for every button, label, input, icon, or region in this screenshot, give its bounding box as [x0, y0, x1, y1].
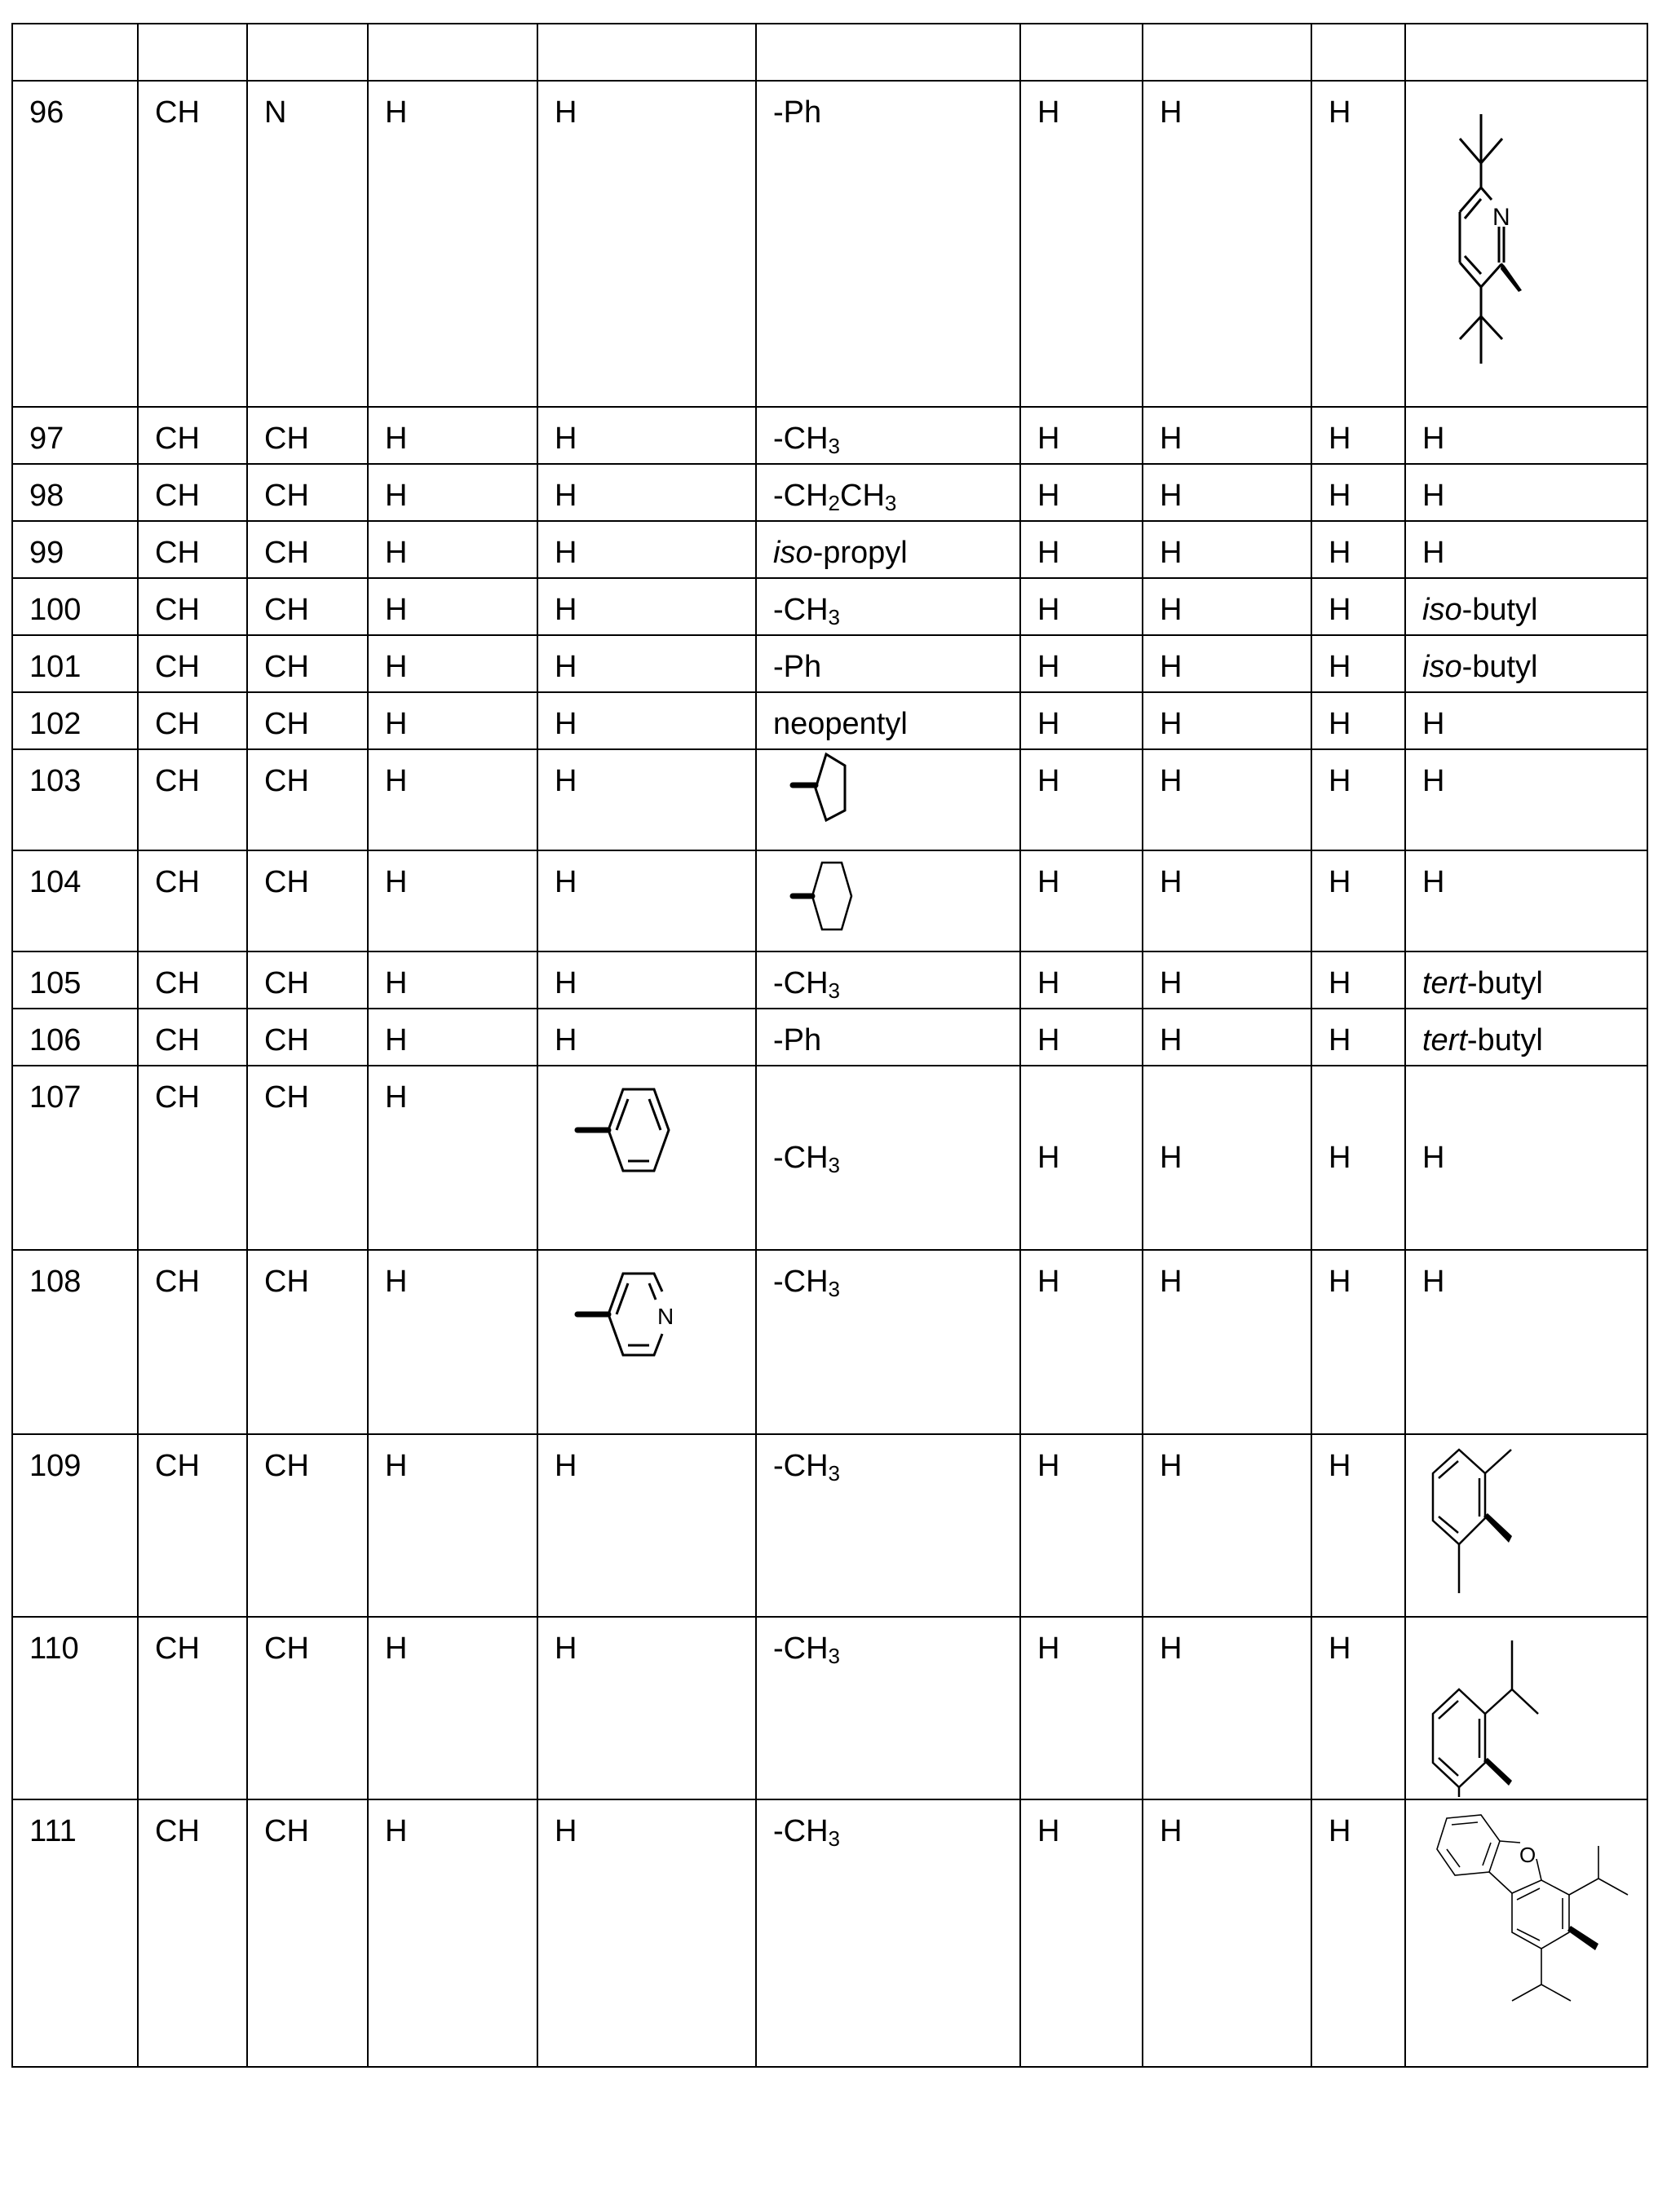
compound-number: 96 — [12, 81, 138, 407]
cell: H — [1020, 692, 1143, 749]
cell: H — [368, 692, 537, 749]
cell: H — [1311, 1617, 1405, 1799]
cell: H — [1311, 521, 1405, 578]
compound-number: 110 — [12, 1617, 138, 1799]
structure-cell — [537, 1066, 756, 1250]
cell-methyl — [756, 1617, 1020, 1799]
cell: H — [1143, 464, 1311, 521]
subscript: 3 — [828, 1461, 841, 1486]
italic-prefix: iso — [1422, 650, 1462, 684]
cell: CH — [247, 1434, 368, 1617]
subscript: 3 — [828, 978, 841, 1003]
name-suffix: -butyl — [1461, 593, 1538, 627]
cell: H — [1143, 81, 1311, 407]
subscript: 3 — [828, 1277, 841, 1301]
cell: H — [537, 951, 756, 1009]
cell-methyl — [756, 1434, 1020, 1617]
cell-methyl — [756, 1250, 1020, 1434]
table-row — [12, 749, 1647, 850]
cell: H — [1405, 1066, 1647, 1250]
cell-methyl — [756, 1799, 1020, 2067]
cell: H — [1143, 407, 1311, 464]
compound-number: 106 — [12, 1009, 138, 1066]
cell: H — [368, 1434, 537, 1617]
compound-number: 104 — [12, 850, 138, 951]
cell: H — [1020, 578, 1143, 635]
cell: H — [537, 81, 756, 407]
header-cell — [12, 24, 138, 81]
formula-text: CH — [840, 479, 885, 513]
formula-text: -CH — [773, 1141, 829, 1175]
cell: H — [537, 1434, 756, 1617]
formula-text: -CH — [773, 1265, 829, 1299]
table-row — [12, 464, 1647, 521]
cell: CH — [138, 635, 247, 692]
cell: H — [1311, 407, 1405, 464]
cell-tertbutyl — [1405, 951, 1647, 1009]
cell: H — [1143, 1799, 1311, 2067]
table-row — [12, 1066, 1647, 1250]
cell: H — [368, 1009, 537, 1066]
cell: H — [1143, 635, 1311, 692]
cell: H — [1405, 1250, 1647, 1434]
compound-number: 105 — [12, 951, 138, 1009]
subscript: 3 — [828, 434, 841, 458]
cell: CH — [247, 1009, 368, 1066]
cell: N — [247, 81, 368, 407]
diisopropylphenyl-structure-icon — [1406, 1618, 1647, 1797]
cell-methyl — [756, 578, 1020, 635]
cell: H — [368, 1799, 537, 2067]
cell: CH — [138, 81, 247, 407]
cell: H — [1143, 1066, 1311, 1250]
cell: H — [1020, 1009, 1143, 1066]
subscript: 2 — [828, 491, 841, 515]
cell: CH — [138, 951, 247, 1009]
pyridyl-structure-icon — [538, 1251, 755, 1432]
phenyl-structure-icon — [538, 1066, 755, 1247]
table-row — [12, 521, 1647, 578]
formula-text: -CH — [773, 1631, 829, 1666]
cell: H — [1311, 692, 1405, 749]
cell: H — [537, 578, 756, 635]
italic-prefix: tert — [1422, 1023, 1467, 1057]
cell: H — [1405, 692, 1647, 749]
italic-prefix: tert — [1422, 966, 1467, 1000]
formula-text: -CH — [773, 966, 829, 1000]
italic-prefix: iso — [1422, 593, 1462, 627]
cell: H — [1020, 81, 1143, 407]
cell-ethyl — [756, 464, 1020, 521]
header-cell — [1311, 24, 1405, 81]
compound-number: 109 — [12, 1434, 138, 1617]
oxygen-atom-label: O — [1519, 1843, 1536, 1867]
cell: CH — [247, 578, 368, 635]
cell: -Ph — [756, 635, 1020, 692]
cell: CH — [138, 850, 247, 951]
formula-text: -CH — [773, 1814, 829, 1848]
table-row — [12, 692, 1647, 749]
compound-number: 100 — [12, 578, 138, 635]
cell: H — [1020, 1799, 1143, 2067]
cell: H — [1020, 521, 1143, 578]
cell: H — [1020, 1250, 1143, 1434]
table-row — [12, 407, 1647, 464]
cyclohexyl-structure-icon — [757, 851, 1018, 949]
subscript: 3 — [828, 605, 841, 629]
subscript: 3 — [828, 1644, 841, 1668]
cell: H — [537, 1617, 756, 1799]
subscript: 3 — [884, 491, 897, 515]
cell: H — [1143, 578, 1311, 635]
cell: H — [537, 635, 756, 692]
compound-number: 98 — [12, 464, 138, 521]
cell: -Ph — [756, 81, 1020, 407]
cell: CH — [138, 692, 247, 749]
nitrogen-atom-label: N — [657, 1304, 674, 1329]
cell: H — [537, 749, 756, 850]
table-row — [12, 578, 1647, 635]
table-row — [12, 1434, 1647, 1617]
nitrogen-atom-label: N — [1492, 204, 1510, 231]
formula-text: -CH — [773, 1449, 829, 1483]
cell: H — [1311, 1009, 1405, 1066]
italic-prefix: iso — [773, 536, 813, 570]
cell-methyl — [756, 1066, 1020, 1250]
cell: -Ph — [756, 1009, 1020, 1066]
cell: H — [1311, 749, 1405, 850]
cell: CH — [247, 1250, 368, 1434]
cell: H — [1143, 1009, 1311, 1066]
cell: H — [1143, 749, 1311, 850]
cell: H — [368, 1250, 537, 1434]
cell: CH — [247, 407, 368, 464]
cell: CH — [247, 635, 368, 692]
structure-cell — [1405, 81, 1647, 407]
cell-tertbutyl — [1405, 1009, 1647, 1066]
header-cell — [1020, 24, 1143, 81]
cell: CH — [138, 1799, 247, 2067]
cell: H — [1143, 850, 1311, 951]
cell-isopropyl — [756, 521, 1020, 578]
cell: H — [1311, 1250, 1405, 1434]
cell: H — [1143, 1250, 1311, 1434]
cell: H — [1311, 635, 1405, 692]
cell: H — [537, 692, 756, 749]
table-row — [12, 635, 1647, 692]
structure-cell — [1405, 1799, 1647, 2067]
subscript: 3 — [828, 1153, 841, 1177]
cell: H — [1405, 407, 1647, 464]
header-cell — [1143, 24, 1311, 81]
header-cell — [247, 24, 368, 81]
cell: CH — [138, 1434, 247, 1617]
cell: H — [1405, 749, 1647, 850]
cell-methyl — [756, 407, 1020, 464]
cell: H — [1143, 1434, 1311, 1617]
cell: H — [1311, 951, 1405, 1009]
cell: H — [537, 1799, 756, 2067]
cell: H — [537, 850, 756, 951]
structure-cell — [1405, 1434, 1647, 1617]
cell: H — [1311, 464, 1405, 521]
cell-isobutyl — [1405, 635, 1647, 692]
cell: H — [368, 578, 537, 635]
di-tert-butylpyridyl-structure-icon — [1406, 82, 1647, 404]
cell: CH — [138, 407, 247, 464]
cell: H — [1020, 1617, 1143, 1799]
formula-text: -CH — [773, 422, 829, 456]
cell: CH — [138, 1617, 247, 1799]
cell: H — [537, 1009, 756, 1066]
name-suffix: -butyl — [1466, 966, 1543, 1000]
cell: H — [1311, 1434, 1405, 1617]
cell: H — [1143, 692, 1311, 749]
substituent-table — [11, 23, 1648, 2068]
cell: CH — [247, 521, 368, 578]
cell: H — [1405, 464, 1647, 521]
cell: H — [368, 749, 537, 850]
header-cell — [368, 24, 537, 81]
name-suffix: -butyl — [1461, 650, 1538, 684]
cell: H — [1311, 1066, 1405, 1250]
structure-cell — [1405, 1617, 1647, 1799]
table-row — [12, 1250, 1647, 1434]
cell: CH — [247, 1799, 368, 2067]
cell: H — [1020, 749, 1143, 850]
cell: H — [1143, 521, 1311, 578]
cell-methyl — [756, 951, 1020, 1009]
cell: H — [1143, 1617, 1311, 1799]
header-row — [12, 24, 1647, 81]
cell: H — [1405, 850, 1647, 951]
header-cell — [138, 24, 247, 81]
compound-number: 107 — [12, 1066, 138, 1250]
cell: H — [1020, 407, 1143, 464]
cell-isobutyl — [1405, 578, 1647, 635]
cell: CH — [138, 749, 247, 850]
cell: H — [1311, 578, 1405, 635]
header-cell — [756, 24, 1020, 81]
name-suffix: -propyl — [812, 536, 908, 570]
cell: H — [537, 407, 756, 464]
table-row — [12, 1009, 1647, 1066]
compound-number: 111 — [12, 1799, 138, 2067]
cell: CH — [247, 464, 368, 521]
cell: H — [368, 1066, 537, 1250]
cell: CH — [247, 1066, 368, 1250]
dimethylphenyl-structure-icon — [1406, 1435, 1647, 1614]
table-row — [12, 850, 1647, 951]
header-cell — [537, 24, 756, 81]
cell: CH — [138, 578, 247, 635]
cell: CH — [138, 1066, 247, 1250]
dibenzofuranyl-structure-icon — [1406, 1800, 1647, 2064]
table-row — [12, 81, 1647, 407]
table-row — [12, 951, 1647, 1009]
cyclopentyl-structure-icon — [757, 750, 1018, 848]
cell: CH — [247, 1617, 368, 1799]
cell: CH — [247, 749, 368, 850]
cell: H — [1311, 81, 1405, 407]
cell: CH — [138, 1009, 247, 1066]
cell: H — [537, 464, 756, 521]
cell: H — [368, 521, 537, 578]
cell: H — [1020, 635, 1143, 692]
cell: H — [368, 1617, 537, 1799]
cell: H — [1311, 850, 1405, 951]
cell: H — [368, 635, 537, 692]
structure-cell — [537, 1250, 756, 1434]
cell: H — [537, 521, 756, 578]
compound-number: 108 — [12, 1250, 138, 1434]
compound-number: 101 — [12, 635, 138, 692]
cell: H — [1020, 464, 1143, 521]
formula-text: -CH — [773, 593, 829, 627]
structure-cell — [756, 749, 1020, 850]
name-suffix: -butyl — [1466, 1023, 1543, 1057]
subscript: 3 — [828, 1826, 841, 1851]
cell: H — [1020, 1434, 1143, 1617]
cell: H — [368, 951, 537, 1009]
cell: H — [368, 850, 537, 951]
compound-number: 99 — [12, 521, 138, 578]
cell: H — [368, 81, 537, 407]
cell: H — [368, 407, 537, 464]
cell: H — [1405, 521, 1647, 578]
cell: CH — [138, 1250, 247, 1434]
compound-number: 102 — [12, 692, 138, 749]
table-row — [12, 1617, 1647, 1799]
cell: H — [1020, 850, 1143, 951]
cell: CH — [247, 951, 368, 1009]
cell: H — [1143, 951, 1311, 1009]
cell: neopentyl — [756, 692, 1020, 749]
cell: CH — [138, 521, 247, 578]
cell: CH — [247, 692, 368, 749]
cell: H — [368, 464, 537, 521]
table-row — [12, 1799, 1647, 2067]
cell: CH — [247, 850, 368, 951]
formula-text: -CH — [773, 479, 829, 513]
cell: H — [1020, 1066, 1143, 1250]
header-cell — [1405, 24, 1647, 81]
cell: H — [1311, 1799, 1405, 2067]
cell: H — [1020, 951, 1143, 1009]
structure-cell — [756, 850, 1020, 951]
compound-number: 97 — [12, 407, 138, 464]
compound-number: 103 — [12, 749, 138, 850]
cell: CH — [138, 464, 247, 521]
